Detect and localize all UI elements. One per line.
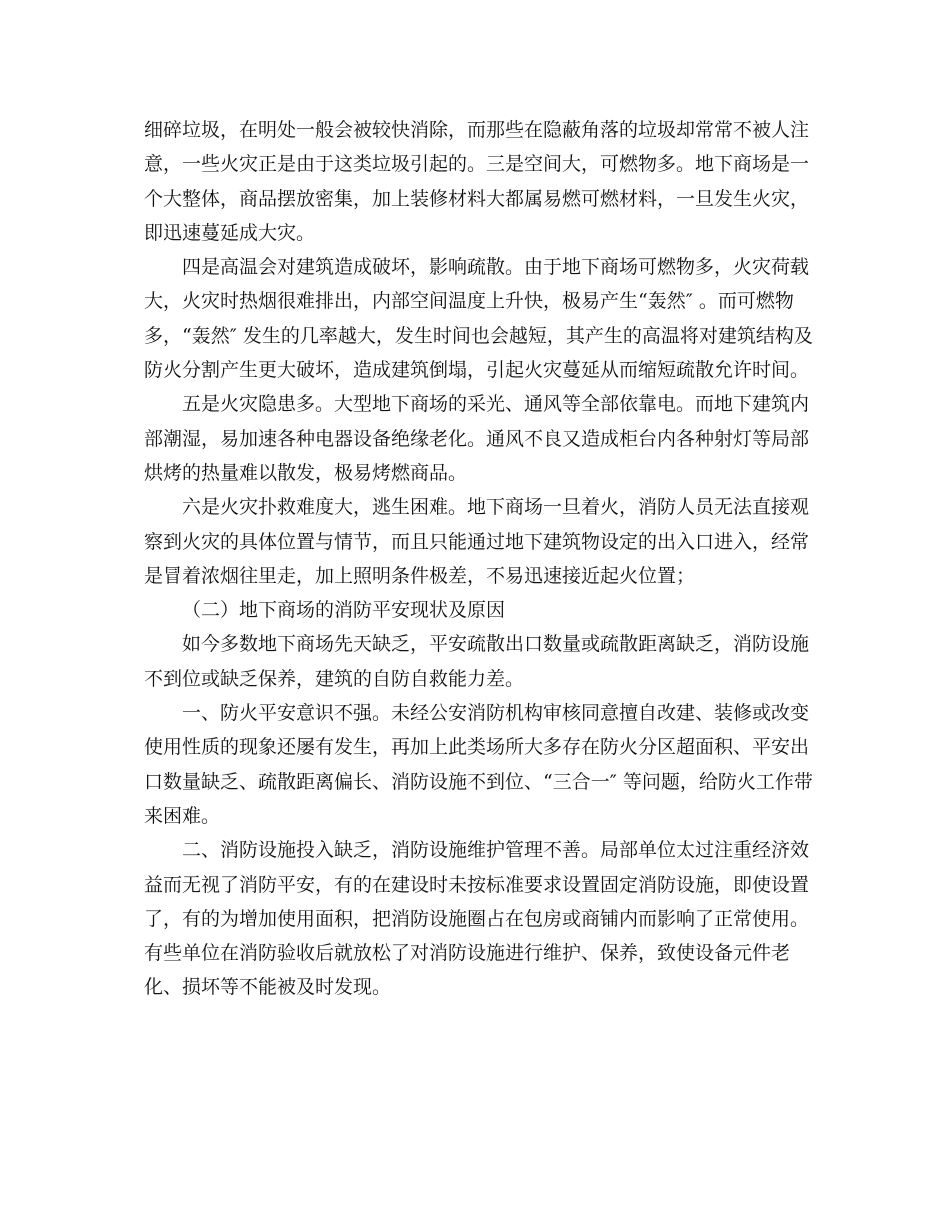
text-line: 即迅速蔓延成大灾。 [144,221,316,244]
text-line: 烘烤的热量难以散发，极易烤燃商品。 [144,461,468,484]
text-line: 口数量缺乏、疏散距离偏长、消防设施不到位、“三合一″ 等问题，给防火工作带 [144,770,813,793]
text-line: 察到火灾的具体位置与情节，而且只能通过地下建筑物设定的出入口进入，经常 [144,530,810,553]
paragraph-start-line: 如今多数地下商场先天缺乏，平安疏散出口数量或疏散距离缺乏，消防设施 [182,633,810,656]
paragraph-start-line: 六是火灾扑救难度大，逃生困难。地下商场一旦着火，消防人员无法直接观 [182,496,810,519]
text-line: 大，火灾时热烟很难排出，内部空间温度上升快，极易产生“轰然″ 。而可燃物 [144,290,794,313]
paragraph-start-line: 四是高温会对建筑造成破坏，影响疏散。由于地下商场可燃物多，火灾荷载 [182,256,810,279]
text-line: 意，一些火灾正是由于这类垃圾引起的。三是空间大，可燃物多。地下商场是一 [144,153,810,176]
paragraph-start-line: 五是火灾隐患多。大型地下商场的采光、通风等全部依靠电。而地下建筑内 [182,393,810,416]
paragraph-start-line: 二、消防设施投入缺乏，消防设施维护管理不善。局部单位太过注重经济效 [182,839,810,862]
text-line: 多，“轰然″ 发生的几率越大，发生时间也会越短，其产生的高温将对建筑结构及 [144,324,813,347]
text-line: 细碎垃圾，在明处一般会被较快消除，而那些在隐蔽角落的垃圾却常常不被人注 [144,119,810,141]
document-body [144,113,824,1005]
text-line: 了，有的为增加使用面积，把消防设施圈占在包房或商铺内而影响了正常使用。 [144,907,810,930]
text-line: 益而无视了消防平安，有的在建设时未按标准要求设置固定消防设施，即使设置 [144,873,810,896]
text-line: 部潮湿，易加速各种电器设备绝缘老化。通风不良又造成柜台内各种射灯等局部 [144,427,810,450]
text-line: 化、损坏等不能被及时发现。 [144,976,392,999]
text-line: 防火分割产生更大破坏，造成建筑倒塌，引起火灾蔓延从而缩短疏散允许时间。 [144,359,810,382]
text-line: 有些单位在消防验收后就放松了对消防设施进行维护、保养，致使设备元件老 [144,942,791,965]
text-line: 是冒着浓烟往里走，加上照明条件极差，不易迅速接近起火位置； [144,564,696,587]
text-line: 不到位或缺乏保养，建筑的自防自救能力差。 [144,667,525,690]
text-line: 使用性质的现象还屡有发生，再加上此类场所大多存在防火分区超面积、平安出 [144,736,810,759]
section-heading: （二）地下商场的消防平安现状及原因 [182,599,506,622]
text-line: 个大整体，商品摆放密集，加上装修材料大都属易燃可燃材料，一旦发生火灾， [144,187,810,210]
text-line: 来困难。 [144,804,221,827]
paragraph-start-line: 一、防火平安意识不强。未经公安消防机构审核同意擅自改建、装修或改变 [182,702,810,725]
